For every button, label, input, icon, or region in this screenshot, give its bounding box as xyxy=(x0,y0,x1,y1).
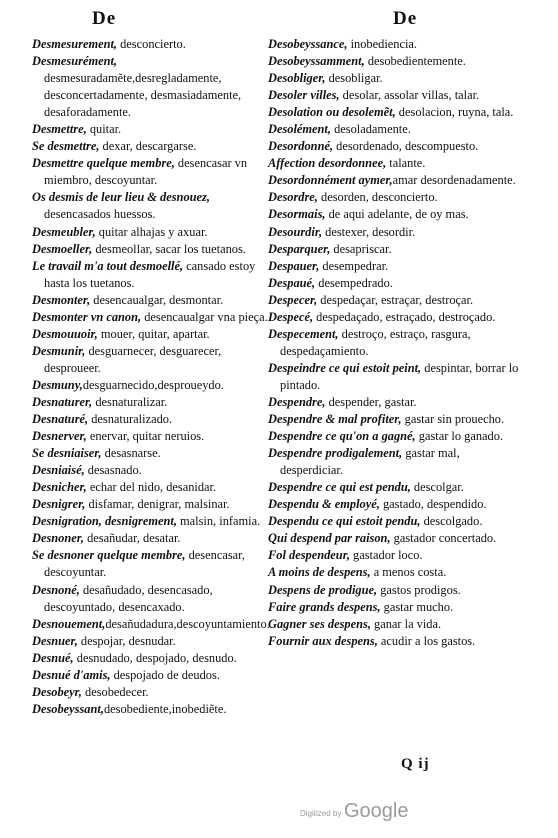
entry-translation: desobedecer. xyxy=(81,684,149,699)
dictionary-entry xyxy=(32,547,272,581)
entry-translation: desmeollar, sacar los tuetanos. xyxy=(92,241,246,256)
entry-headword: Desmettre quelque membre, xyxy=(32,156,175,171)
entry-headword: Desnué, xyxy=(32,650,74,665)
entry-translation: desencasados huessos. xyxy=(44,207,156,222)
dictionary-entry xyxy=(32,189,272,223)
dictionary-entry xyxy=(268,633,524,650)
entry-translation: destexer, desordir. xyxy=(322,224,416,239)
entry-headword: Desormais, xyxy=(268,207,326,222)
entry-translation: desmesuradamẽte,desregladamente, desconcertadamente, desmasiadamente, desaforadamente. xyxy=(44,71,242,120)
dictionary-entry xyxy=(32,479,272,496)
entry-headword: Le travail m'a tout desmoellé, xyxy=(32,258,184,273)
dictionary-entry xyxy=(32,326,272,343)
entry-translation: gastado, despendido. xyxy=(379,497,487,512)
dictionary-entry xyxy=(268,394,524,411)
entry-headword: Desnigrer, xyxy=(32,497,86,512)
entry-headword: Faire grands despens, xyxy=(268,599,381,614)
entry-headword: Desmettre, xyxy=(32,122,87,137)
entry-headword: Desolément, xyxy=(268,122,331,137)
entry-headword: Desniaisé, xyxy=(32,463,85,478)
entry-translation: despedaçado, estraçado, destroçado. xyxy=(313,309,496,324)
dictionary-entry xyxy=(32,462,272,479)
entry-translation: a menos costa. xyxy=(370,565,447,580)
entry-headword: Desnué d'amis, xyxy=(32,667,111,682)
entry-headword: Desnerver, xyxy=(32,429,87,444)
dictionary-entry xyxy=(268,360,524,394)
entry-headword: Desobliger, xyxy=(268,71,326,86)
entry-translation: desguarnecido,desproueydo. xyxy=(82,377,224,392)
entry-headword: Desobeyr, xyxy=(32,684,82,699)
entry-headword: Os desmis de leur lieu & desnouez, xyxy=(32,190,210,205)
entry-translation: inobediencia. xyxy=(347,37,417,51)
entry-headword: Desoler villes, xyxy=(268,88,340,103)
dictionary-entry xyxy=(268,224,524,241)
signature-mark: Q ij xyxy=(401,756,430,772)
entry-headword: Desnigration, desnigrement, xyxy=(32,514,177,529)
dictionary-entry xyxy=(268,496,524,513)
entry-translation: mouer, quitar, apartar. xyxy=(97,326,210,341)
dictionary-entry xyxy=(268,326,524,360)
dictionary-entry xyxy=(32,411,272,428)
entry-translation: desconcierto. xyxy=(117,37,186,51)
entry-headword: Desobeyssance, xyxy=(268,37,348,51)
dictionary-entry xyxy=(32,667,272,684)
entry-translation: desencasar, descoyuntar. xyxy=(44,548,245,580)
dictionary-entry xyxy=(32,53,272,121)
entry-headword: Desordre, xyxy=(268,190,318,205)
dictionary-entry xyxy=(32,394,272,411)
entry-translation: gastador concertado. xyxy=(390,531,497,546)
digitized-by-google-watermark xyxy=(300,800,440,824)
entry-headword: Despecement, xyxy=(268,326,339,341)
entry-headword: Desmoeller, xyxy=(32,241,93,256)
entry-translation: desolacion, ruyna, tala. xyxy=(395,105,514,120)
entry-translation: desguarnecer, desguarecer, desproueer. xyxy=(44,343,222,375)
entry-translation: talante. xyxy=(386,156,426,171)
digitized-prefix: Digitized by xyxy=(300,809,342,818)
entry-headword: Desnoner, xyxy=(32,531,84,546)
dictionary-entry xyxy=(268,241,524,258)
dictionary-entry xyxy=(32,121,272,138)
dictionary-entry xyxy=(32,36,272,53)
entry-headword: Despaué, xyxy=(268,275,316,290)
entry-translation: desencasar vn miembro, descoyuntar. xyxy=(44,156,248,188)
dictionary-entry xyxy=(268,206,524,223)
entry-translation: desañudado, desencasado, descoyuntado, desencaxado. xyxy=(44,582,213,614)
entry-headword: Despendre ce qu'on a gagné, xyxy=(268,429,416,444)
entry-translation: desencaualgar vna pieça. xyxy=(141,309,268,324)
dictionary-entry xyxy=(268,564,524,581)
entry-headword: Desnaturé, xyxy=(32,412,89,427)
right-column xyxy=(268,36,524,650)
entry-translation: despedaçar, estraçar, destroçar. xyxy=(317,292,474,307)
entry-headword: Desmunir, xyxy=(32,343,86,358)
entry-headword: Despecer, xyxy=(268,292,318,307)
dictionary-entry xyxy=(32,633,272,650)
dictionary-entry xyxy=(268,616,524,633)
entry-translation: ganar la vida. xyxy=(370,616,442,631)
dictionary-entry xyxy=(268,309,524,326)
entry-headword: Despendre & mal profiter, xyxy=(268,412,402,427)
entry-headword: Desmeubler, xyxy=(32,224,96,239)
entry-translation: despojar, desnudar. xyxy=(77,633,176,648)
entry-translation: gastar mucho. xyxy=(380,599,454,614)
entry-headword: Affection desordonnee, xyxy=(268,156,387,171)
dictionary-entry xyxy=(32,309,272,326)
dictionary-entry xyxy=(32,258,272,292)
dictionary-entry xyxy=(268,87,524,104)
dictionary-entry xyxy=(268,445,524,479)
entry-translation: gastar lo ganado. xyxy=(415,429,504,444)
entry-translation: despintar, borrar lo pintado. xyxy=(280,360,519,392)
dictionary-entry xyxy=(32,496,272,513)
left-column xyxy=(32,36,272,718)
dictionary-entry xyxy=(32,513,272,530)
entry-translation: gastar sin prouecho. xyxy=(401,412,505,427)
dictionary-entry xyxy=(32,530,272,547)
entry-translation: dexar, descargarse. xyxy=(99,139,197,154)
entry-translation: desasnarse. xyxy=(101,446,161,461)
entry-translation: gastos prodigos. xyxy=(377,582,461,597)
google-logo: Google xyxy=(344,800,409,822)
entry-headword: Desolation ou desolemẽt, xyxy=(268,105,396,120)
dictionary-entry xyxy=(268,479,524,496)
entry-headword: Fol despendeur, xyxy=(268,548,350,563)
dictionary-entry xyxy=(268,53,524,70)
entry-headword: Desmonter, xyxy=(32,292,91,307)
dictionary-entry xyxy=(268,36,524,53)
entry-headword: Despendre prodigalement, xyxy=(268,446,403,461)
entry-headword: Desmesurement, xyxy=(32,37,118,51)
entry-translation: quitar alhajas y axuar. xyxy=(95,224,208,239)
dictionary-entry xyxy=(268,547,524,564)
entry-translation: desempedrado. xyxy=(315,275,393,290)
entry-headword: Despens de prodigue, xyxy=(268,582,378,597)
entry-headword: Despecé, xyxy=(268,309,314,324)
entry-translation: quitar. xyxy=(86,122,122,137)
entry-translation: despender, gastar. xyxy=(325,394,417,409)
entry-headword: Desordonnément aymer, xyxy=(268,173,393,188)
dictionary-entry xyxy=(268,104,524,121)
dictionary-entry xyxy=(268,513,524,530)
entry-translation: gastador loco. xyxy=(349,548,423,563)
entry-translation: desnudado, despojado, desnudo. xyxy=(73,650,237,665)
entry-translation: desobediente,inobediẽte. xyxy=(103,701,227,716)
entry-headword: Desobeyssant, xyxy=(32,701,104,716)
entry-headword: Desnuer, xyxy=(32,633,78,648)
entry-headword: Se desmettre, xyxy=(32,139,100,154)
entry-headword: Desordonné, xyxy=(268,139,334,154)
entry-translation: destroço, estraço, rasgura, despedaçamiento. xyxy=(280,326,471,358)
entry-translation: echar del nido, desanidar. xyxy=(86,480,217,495)
entry-translation: desorden, desconcierto. xyxy=(317,190,438,205)
dictionary-entry xyxy=(268,189,524,206)
dictionary-entry xyxy=(32,343,272,377)
entry-headword: Se desnoner quelque membre, xyxy=(32,548,186,563)
entry-translation: desnaturalizado. xyxy=(88,412,173,427)
dictionary-entry xyxy=(32,650,272,667)
entry-headword: Gagner ses despens, xyxy=(268,616,371,631)
entry-headword: Despendre ce qui est pendu, xyxy=(268,480,411,495)
entry-translation: acudir a los gastos. xyxy=(377,633,476,648)
entry-headword: Desmesurément, xyxy=(32,54,118,69)
dictionary-entry xyxy=(32,701,272,718)
dictionary-entry xyxy=(268,582,524,599)
dictionary-entry xyxy=(32,582,272,616)
entry-headword: Desobeyssamment, xyxy=(268,54,365,69)
entry-headword: Desnaturer, xyxy=(32,394,93,409)
entry-headword: Desmuny, xyxy=(32,377,83,392)
entry-headword: Despendu ce qui estoit pendu, xyxy=(268,514,421,529)
entry-translation: enervar, quitar neruios. xyxy=(86,429,205,444)
entry-headword: Desnoné, xyxy=(32,582,80,597)
entry-headword: Despauer, xyxy=(268,258,320,273)
dictionary-entry xyxy=(268,138,524,155)
dictionary-entry xyxy=(268,411,524,428)
dictionary-entry xyxy=(32,138,272,155)
entry-translation: desordenado, descompuesto. xyxy=(333,139,479,154)
entry-translation: descolgado. xyxy=(420,514,483,529)
entry-headword: Desmouuoir, xyxy=(32,326,98,341)
entry-translation: de aqui adelante, de oy mas. xyxy=(325,207,469,222)
entry-translation: desobligar. xyxy=(325,71,383,86)
entry-translation: amar desordenadamente. xyxy=(392,173,516,188)
entry-translation: desoladamente. xyxy=(330,122,411,137)
entry-headword: Desnouement, xyxy=(32,616,106,631)
entry-headword: A moins de despens, xyxy=(268,565,371,580)
entry-translation: despojado de deudos. xyxy=(110,667,220,682)
entry-headword: Despeindre ce qui estoit peint, xyxy=(268,360,422,375)
entry-headword: Desparquer, xyxy=(268,241,331,256)
entry-headword: Desmonter vn canon, xyxy=(32,309,142,324)
entry-headword: Desnicher, xyxy=(32,480,87,495)
running-head-left: De xyxy=(92,8,117,29)
entry-headword: Despendu & employé, xyxy=(268,497,380,512)
entry-translation: descolgar. xyxy=(410,480,464,495)
dictionary-entry xyxy=(32,292,272,309)
dictionary-entry xyxy=(268,275,524,292)
entry-translation: desencaualgar, desmontar. xyxy=(90,292,224,307)
dictionary-entry xyxy=(268,172,524,189)
entry-translation: cansado estoy hasta los tuetanos. xyxy=(44,258,256,290)
entry-translation: desapriscar. xyxy=(330,241,392,256)
entry-translation: desañudadura,descoyuntamiento. xyxy=(105,616,270,631)
dictionary-entry xyxy=(268,599,524,616)
entry-headword: Desourdir, xyxy=(268,224,323,239)
entry-translation: desnaturalizar. xyxy=(92,394,168,409)
dictionary-entry xyxy=(32,684,272,701)
dictionary-entry xyxy=(32,616,272,633)
entry-translation: desasnado. xyxy=(84,463,142,478)
entry-headword: Despendre, xyxy=(268,394,326,409)
dictionary-entry xyxy=(32,377,272,394)
entry-translation: disfamar, denigrar, malsinar. xyxy=(85,497,230,512)
running-head-right: De xyxy=(393,8,418,29)
dictionary-entry xyxy=(268,155,524,172)
entry-headword: Qui despend par raison, xyxy=(268,531,391,546)
entry-translation: gastar mal, desperdiciar. xyxy=(280,446,460,478)
entry-translation: desañudar, desatar. xyxy=(83,531,181,546)
dictionary-entry xyxy=(268,292,524,309)
dictionary-entry xyxy=(32,241,272,258)
entry-translation: desolar, assolar villas, talar. xyxy=(339,88,480,103)
entry-headword: Se desniaiser, xyxy=(32,446,102,461)
dictionary-entry xyxy=(268,121,524,138)
dictionary-entry xyxy=(32,445,272,462)
entry-headword: Fournir aux despens, xyxy=(268,633,378,648)
dictionary-entry xyxy=(268,70,524,87)
dictionary-entry xyxy=(32,428,272,445)
dictionary-entry xyxy=(32,155,272,189)
dictionary-entry xyxy=(268,428,524,445)
entry-translation: desempedrar. xyxy=(319,258,389,273)
entry-translation: desobedientemente. xyxy=(364,54,466,69)
entry-translation: malsin, infamia. xyxy=(176,514,261,529)
dictionary-entry xyxy=(268,530,524,547)
dictionary-entry xyxy=(268,258,524,275)
running-head xyxy=(0,8,558,32)
dictionary-entry xyxy=(32,224,272,241)
